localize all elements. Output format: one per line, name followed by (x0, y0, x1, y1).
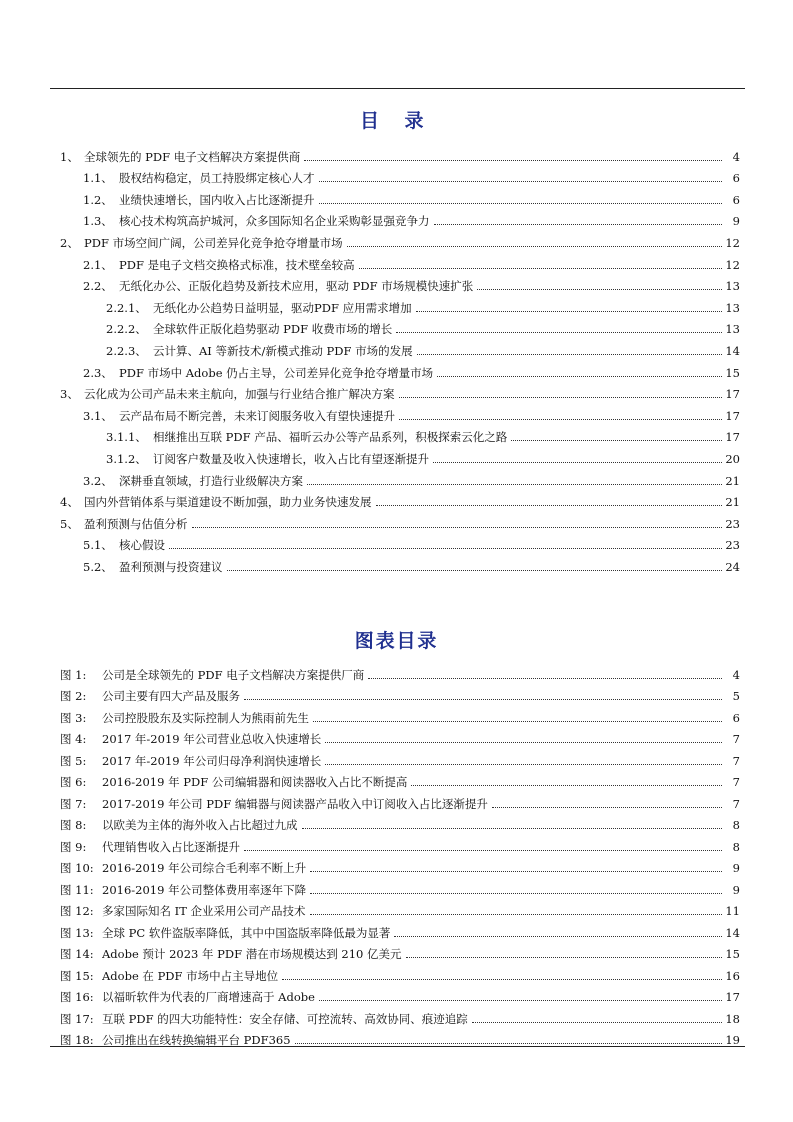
entry-page-number: 17 (725, 387, 740, 402)
entry-title: 公司主要有四大产品及服务 (102, 689, 240, 703)
figure-index-entry[interactable] (60, 1026, 740, 1048)
figure-index-entry[interactable] (60, 961, 740, 983)
entry-page-number: 20 (725, 451, 740, 466)
entry-page-number: 15 (725, 365, 740, 380)
entry-title: 国内外营销体系与渠道建设不断加强，助力业务快速发展 (84, 495, 372, 510)
entry-page-number: 13 (725, 300, 740, 315)
entry-number: 图 16: (60, 990, 94, 1004)
entry-number: 1.2、 (83, 192, 113, 207)
entry-title: 股权结构稳定，员工持股绑定核心人才 (119, 171, 315, 186)
toc-entry[interactable] (60, 423, 740, 445)
figure-index-entry[interactable] (60, 703, 740, 725)
entry-page-number: 9 (732, 882, 740, 897)
entry-title: 多家国际知名 IT 企业采用公司产品技术 (102, 904, 306, 918)
dot-leader (313, 721, 722, 722)
figure-index-entry[interactable] (60, 897, 740, 919)
entry-title: 2017-2019 年公司 PDF 编辑器与阅读器产品收入中订阅收入占比逐渐提升 (102, 796, 488, 811)
toc-entry[interactable] (60, 336, 740, 358)
entry-page-number: 7 (732, 732, 740, 746)
entry-page-number: 9 (732, 214, 740, 229)
entry-number: 图 5: (60, 753, 87, 768)
entry-page-number: 24 (725, 559, 740, 574)
dot-leader (192, 527, 723, 528)
dot-leader (399, 397, 723, 398)
dot-leader (310, 893, 722, 894)
dot-leader (376, 505, 723, 506)
figure-index-entry[interactable] (60, 768, 740, 790)
entry-number: 3.2、 (83, 473, 113, 488)
dot-leader (319, 203, 723, 204)
dot-leader (244, 850, 722, 851)
entry-number: 5.2、 (83, 559, 113, 574)
figure-index-entry[interactable] (60, 983, 740, 1005)
entry-page-number: 23 (725, 538, 740, 553)
dot-leader (472, 1022, 722, 1023)
entry-number: 图 17: (60, 1011, 94, 1026)
entry-title: 全球领先的 PDF 电子文档解决方案提供商 (84, 149, 301, 164)
entry-number: 图 14: (60, 947, 94, 961)
dot-leader (437, 376, 722, 377)
dot-leader (169, 548, 722, 549)
entry-page-number: 19 (725, 1033, 740, 1047)
toc-entry[interactable] (60, 228, 740, 250)
dot-leader (433, 462, 722, 463)
entry-number: 2.1、 (83, 257, 113, 272)
entry-title: PDF 市场空间广阔，公司差异化竞争抢夺增量市场 (84, 235, 343, 250)
entry-page-number: 12 (725, 235, 740, 250)
entry-page-number: 16 (725, 968, 740, 983)
dot-leader (282, 979, 722, 980)
entry-title: 订阅客户数量及收入快速增长，收入占比有望逐渐提升 (153, 451, 429, 466)
entry-page-number: 7 (732, 753, 740, 768)
entry-title: 业绩快速增长，国内收入占比逐渐提升 (119, 192, 315, 207)
dot-leader (310, 871, 722, 872)
toc-entry[interactable] (60, 466, 740, 488)
dot-leader (319, 1000, 722, 1001)
entry-title: 无纸化办公趋势日益明显，驱动PDF 应用需求增加 (153, 300, 412, 315)
entry-number: 图 8: (60, 818, 87, 832)
figure-index-entry[interactable] (60, 918, 740, 940)
entry-page-number: 13 (725, 322, 740, 337)
entry-page-number: 7 (732, 796, 740, 811)
dot-leader (492, 807, 722, 808)
toc-entry[interactable] (60, 552, 740, 574)
entry-page-number: 14 (725, 343, 740, 358)
entry-number: 2、 (60, 235, 79, 250)
entry-number: 图 13: (60, 925, 94, 940)
figure-index-entry[interactable] (60, 875, 740, 897)
dot-leader (304, 160, 722, 161)
entry-page-number: 6 (732, 171, 740, 186)
entry-title: 公司推出在线转换编辑平台 PDF365 (102, 1033, 291, 1047)
entry-number: 3.1.1、 (106, 430, 147, 445)
toc-entry[interactable] (60, 142, 740, 164)
entry-page-number: 6 (732, 710, 740, 725)
entry-number: 图 11: (60, 882, 94, 897)
entry-page-number: 21 (725, 473, 740, 488)
dot-leader (434, 224, 723, 225)
dot-leader (227, 570, 723, 571)
toc-entry[interactable] (60, 185, 740, 207)
dot-leader (396, 332, 722, 333)
entry-number: 2.2.3、 (106, 343, 147, 358)
entry-page-number: 14 (725, 925, 740, 940)
entry-title: 以福昕软件为代表的厂商增速高于 Adobe (102, 990, 315, 1004)
entry-number: 图 4: (60, 732, 87, 746)
entry-number: 图 9: (60, 839, 87, 854)
entry-title: Adobe 预计 2023 年 PDF 潜在市场规模达到 210 亿美元 (102, 947, 402, 961)
entry-title: 全球 PC 软件盗版率降低，其中中国盗版率降低最为显著 (102, 925, 391, 940)
figure-index-entry[interactable] (60, 854, 740, 876)
entry-number: 图 1: (60, 667, 87, 682)
toc-entry[interactable] (60, 272, 740, 294)
entry-number: 5、 (60, 516, 79, 531)
entry-title: 核心假设 (119, 538, 165, 553)
entry-title: 盈利预测与估值分析 (84, 516, 188, 531)
dot-leader (406, 957, 723, 958)
entry-title: 代理销售收入占比逐渐提升 (102, 839, 240, 854)
entry-title: 云计算、AI 等新技术/新模式推动 PDF 市场的发展 (153, 343, 413, 358)
entry-title: 互联 PDF 的四大功能特性：安全存储、可控流转、高效协同、痕迹追踪 (102, 1011, 468, 1026)
entry-title: 2016-2019 年公司整体费用率逐年下降 (102, 882, 307, 897)
entry-number: 图 10: (60, 861, 94, 875)
entry-title: 2017 年-2019 年公司营业总收入快速增长 (102, 732, 322, 746)
entry-title: Adobe 在 PDF 市场中占主导地位 (102, 968, 279, 983)
entry-page-number: 17 (725, 408, 740, 423)
dot-leader (368, 678, 722, 679)
entry-page-number: 18 (725, 1011, 740, 1026)
entry-page-number: 13 (725, 279, 740, 294)
toc-heading: 目 录 (359, 110, 434, 132)
figure-index-entry[interactable] (60, 682, 740, 704)
entry-page-number: 17 (725, 990, 740, 1004)
entry-title: 2016-2019 年公司综合毛利率不断上升 (102, 861, 307, 875)
figure-index-entry[interactable] (60, 1004, 740, 1026)
dot-leader (302, 828, 723, 829)
entry-title: 2016-2019 年 PDF 公司编辑器和阅读器收入占比不断提高 (102, 775, 408, 789)
entry-page-number: 11 (725, 904, 740, 918)
entry-title: 云产品布局不断完善，未来订阅服务收入有望快速提升 (119, 408, 395, 423)
dot-leader (511, 440, 722, 441)
entry-title: 深耕垂直领域，打造行业级解决方案 (119, 473, 303, 488)
figure-index-entry[interactable] (60, 811, 740, 833)
dot-leader (477, 289, 722, 290)
entry-number: 图 12: (60, 904, 94, 918)
dot-leader (325, 742, 722, 743)
entry-number: 5.1、 (83, 538, 113, 553)
entry-title: PDF 是电子文档交换格式标准，技术壁垒较高 (119, 257, 355, 272)
dot-leader (347, 246, 722, 247)
entry-title: 全球软件正版化趋势驱动 PDF 收费市场的增长 (153, 322, 393, 337)
toc-entry[interactable] (60, 401, 740, 423)
entry-number: 2.2.1、 (106, 300, 147, 315)
figure-index-entry[interactable] (60, 789, 740, 811)
figure-index-list (60, 660, 740, 1047)
entry-page-number: 21 (725, 495, 740, 510)
toc-entry[interactable] (60, 250, 740, 272)
entry-title: 公司是全球领先的 PDF 电子文档解决方案提供厂商 (102, 667, 365, 682)
entry-number: 4、 (60, 495, 79, 510)
toc-entry[interactable] (60, 315, 740, 337)
entry-page-number: 4 (732, 667, 740, 682)
entry-title: 2017 年-2019 年公司归母净利润快速增长 (102, 753, 322, 768)
dot-leader (359, 268, 722, 269)
figure-index-heading: 图表目录 (354, 630, 439, 652)
figure-index-entry[interactable] (60, 660, 740, 682)
figure-index-entry[interactable] (60, 940, 740, 962)
entry-number: 图 2: (60, 689, 87, 703)
toc-entry[interactable] (60, 531, 740, 553)
toc-entry[interactable] (60, 380, 740, 402)
dot-leader (295, 1043, 722, 1044)
entry-title: 云化成为公司产品未来主航向，加强与行业结合推广解决方案 (84, 387, 395, 402)
entry-page-number: 9 (732, 861, 740, 875)
bottom-rule (50, 1046, 745, 1047)
entry-title: 核心技术构筑高护城河，众多国际知名企业采购彰显强竞争力 (119, 214, 430, 229)
dot-leader (394, 936, 722, 937)
entry-title: 无纸化办公、正版化趋势及新技术应用，驱动 PDF 市场规模快速扩张 (119, 279, 474, 294)
figure-index-entry[interactable] (60, 725, 740, 747)
entry-number: 2.3、 (83, 365, 113, 380)
entry-number: 图 15: (60, 968, 94, 983)
entry-number: 2.2、 (83, 279, 113, 294)
dot-leader (399, 419, 722, 420)
top-rule (50, 88, 745, 89)
entry-number: 1、 (60, 149, 79, 164)
entry-page-number: 6 (732, 192, 740, 207)
entry-title: 公司控股股东及实际控制人为熊雨前先生 (102, 710, 309, 725)
dot-leader (417, 354, 722, 355)
entry-number: 图 3: (60, 710, 87, 725)
entry-title: 以欧美为主体的海外收入占比超过九成 (102, 818, 298, 832)
figure-index-entry[interactable] (60, 746, 740, 768)
entry-number: 图 7: (60, 796, 87, 811)
entry-number: 1.3、 (83, 214, 113, 229)
dot-leader (244, 699, 722, 700)
dot-leader (310, 914, 722, 915)
entry-page-number: 7 (732, 775, 740, 789)
entry-number: 2.2.2、 (106, 322, 147, 337)
entry-page-number: 23 (725, 516, 740, 531)
entry-page-number: 4 (732, 149, 740, 164)
toc-entry[interactable] (60, 509, 740, 531)
dot-leader (411, 785, 722, 786)
entry-title: 盈利预测与投资建议 (119, 559, 223, 574)
entry-page-number: 17 (725, 430, 740, 445)
toc-entry[interactable] (60, 358, 740, 380)
toc-entry[interactable] (60, 444, 740, 466)
toc-entry[interactable] (60, 164, 740, 186)
toc-list (60, 142, 740, 574)
dot-leader (307, 484, 722, 485)
toc-entry[interactable] (60, 488, 740, 510)
entry-number: 3、 (60, 387, 79, 402)
entry-page-number: 8 (732, 839, 740, 854)
entry-page-number: 5 (732, 689, 740, 703)
entry-number: 3.1.2、 (106, 451, 147, 466)
entry-page-number: 12 (725, 257, 740, 272)
figure-index-entry[interactable] (60, 832, 740, 854)
entry-number: 图 18: (60, 1033, 94, 1047)
entry-number: 3.1、 (83, 408, 113, 423)
toc-entry[interactable] (60, 207, 740, 229)
dot-leader (319, 181, 723, 182)
dot-leader (325, 764, 722, 765)
entry-title: 相继推出互联 PDF 产品、福昕云办公等产品系列，积极探索云化之路 (153, 430, 508, 445)
toc-entry[interactable] (60, 293, 740, 315)
entry-page-number: 15 (725, 947, 740, 961)
dot-leader (416, 311, 722, 312)
entry-title: PDF 市场中 Adobe 仍占主导，公司差异化竞争抢夺增量市场 (119, 365, 434, 380)
entry-page-number: 8 (732, 818, 740, 832)
entry-number: 图 6: (60, 775, 87, 789)
entry-number: 1.1、 (83, 171, 113, 186)
